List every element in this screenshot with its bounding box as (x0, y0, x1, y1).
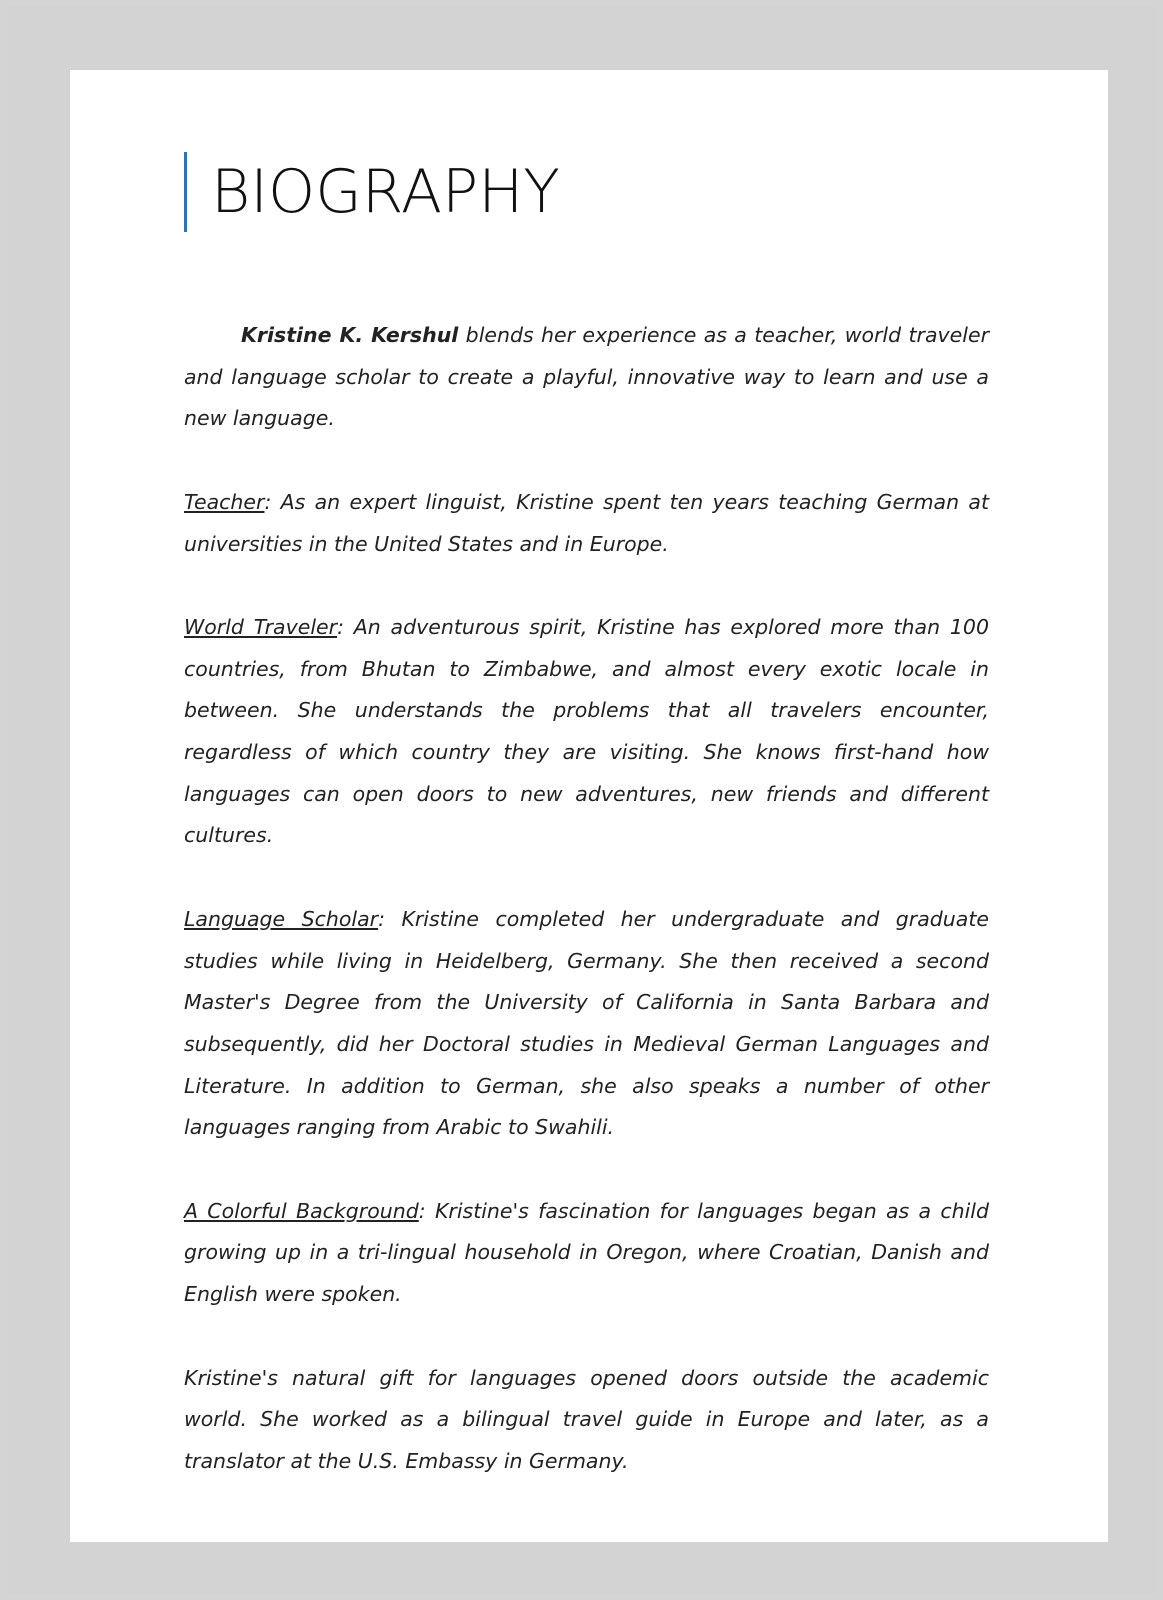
intro-text: blends her experience as a teacher, world traveler and language scholar to create a playful, innovative way to learn and use a new language. (184, 323, 989, 431)
section-heading: Language Scholar (184, 906, 379, 931)
section-heading: A Colorful Background (184, 1198, 419, 1223)
biography-body (184, 315, 989, 1524)
closing-paragraph: Kristine's natural gift for languages opened doors outside the academic world. She worked as a bilingual travel guide in Europe and later, as a translator at the U.S. Embassy in Germany. (184, 1365, 989, 1473)
title-accent-bar (184, 152, 187, 232)
author-name: Kristine K. Kershul (241, 323, 459, 347)
document-page (70, 70, 1108, 1542)
section-text: : An adventurous spirit, Kristine has explored more than 100 countries, from Bhutan to Zimbabwe, and almost every exotic locale in between. She understands the problems that all travelers encounter, regardless of which country they are visiting. She knows first-hand how languages can open doors to new adventures, new friends and different cultures. (184, 614, 989, 848)
page-title: BIOGRAPHY (211, 157, 560, 227)
section-text: : Kristine's fascination for languages began as a child growing up in a tri-lingual household in Oregon, where Croatian, Danish and English were spoken. (184, 1198, 990, 1307)
intro-paragraph (184, 315, 989, 440)
section-text: : Kristine completed her undergraduate and graduate studies while living in Heidelberg, Germany. She then received a second Master's Degree from the University of California in Santa Barbara and subsequently, did her Doctoral studies in Medieval German Languages and Literature. In addition to German, she also speaks a number of other languages ranging from Arabic to Swahili. (184, 906, 989, 1140)
section-heading: World Traveler (184, 614, 338, 639)
section-language-scholar (184, 899, 989, 1149)
section-heading: Teacher (184, 489, 265, 514)
title-block (184, 152, 560, 232)
page-frame (6, 6, 1156, 1594)
section-text: : As an expert linguist, Kristine spent ten years teaching German at universities in the United States and in Europe. (184, 489, 989, 556)
section-teacher (184, 482, 989, 565)
section-world-traveler (184, 607, 989, 857)
section-colorful-background (184, 1191, 989, 1316)
